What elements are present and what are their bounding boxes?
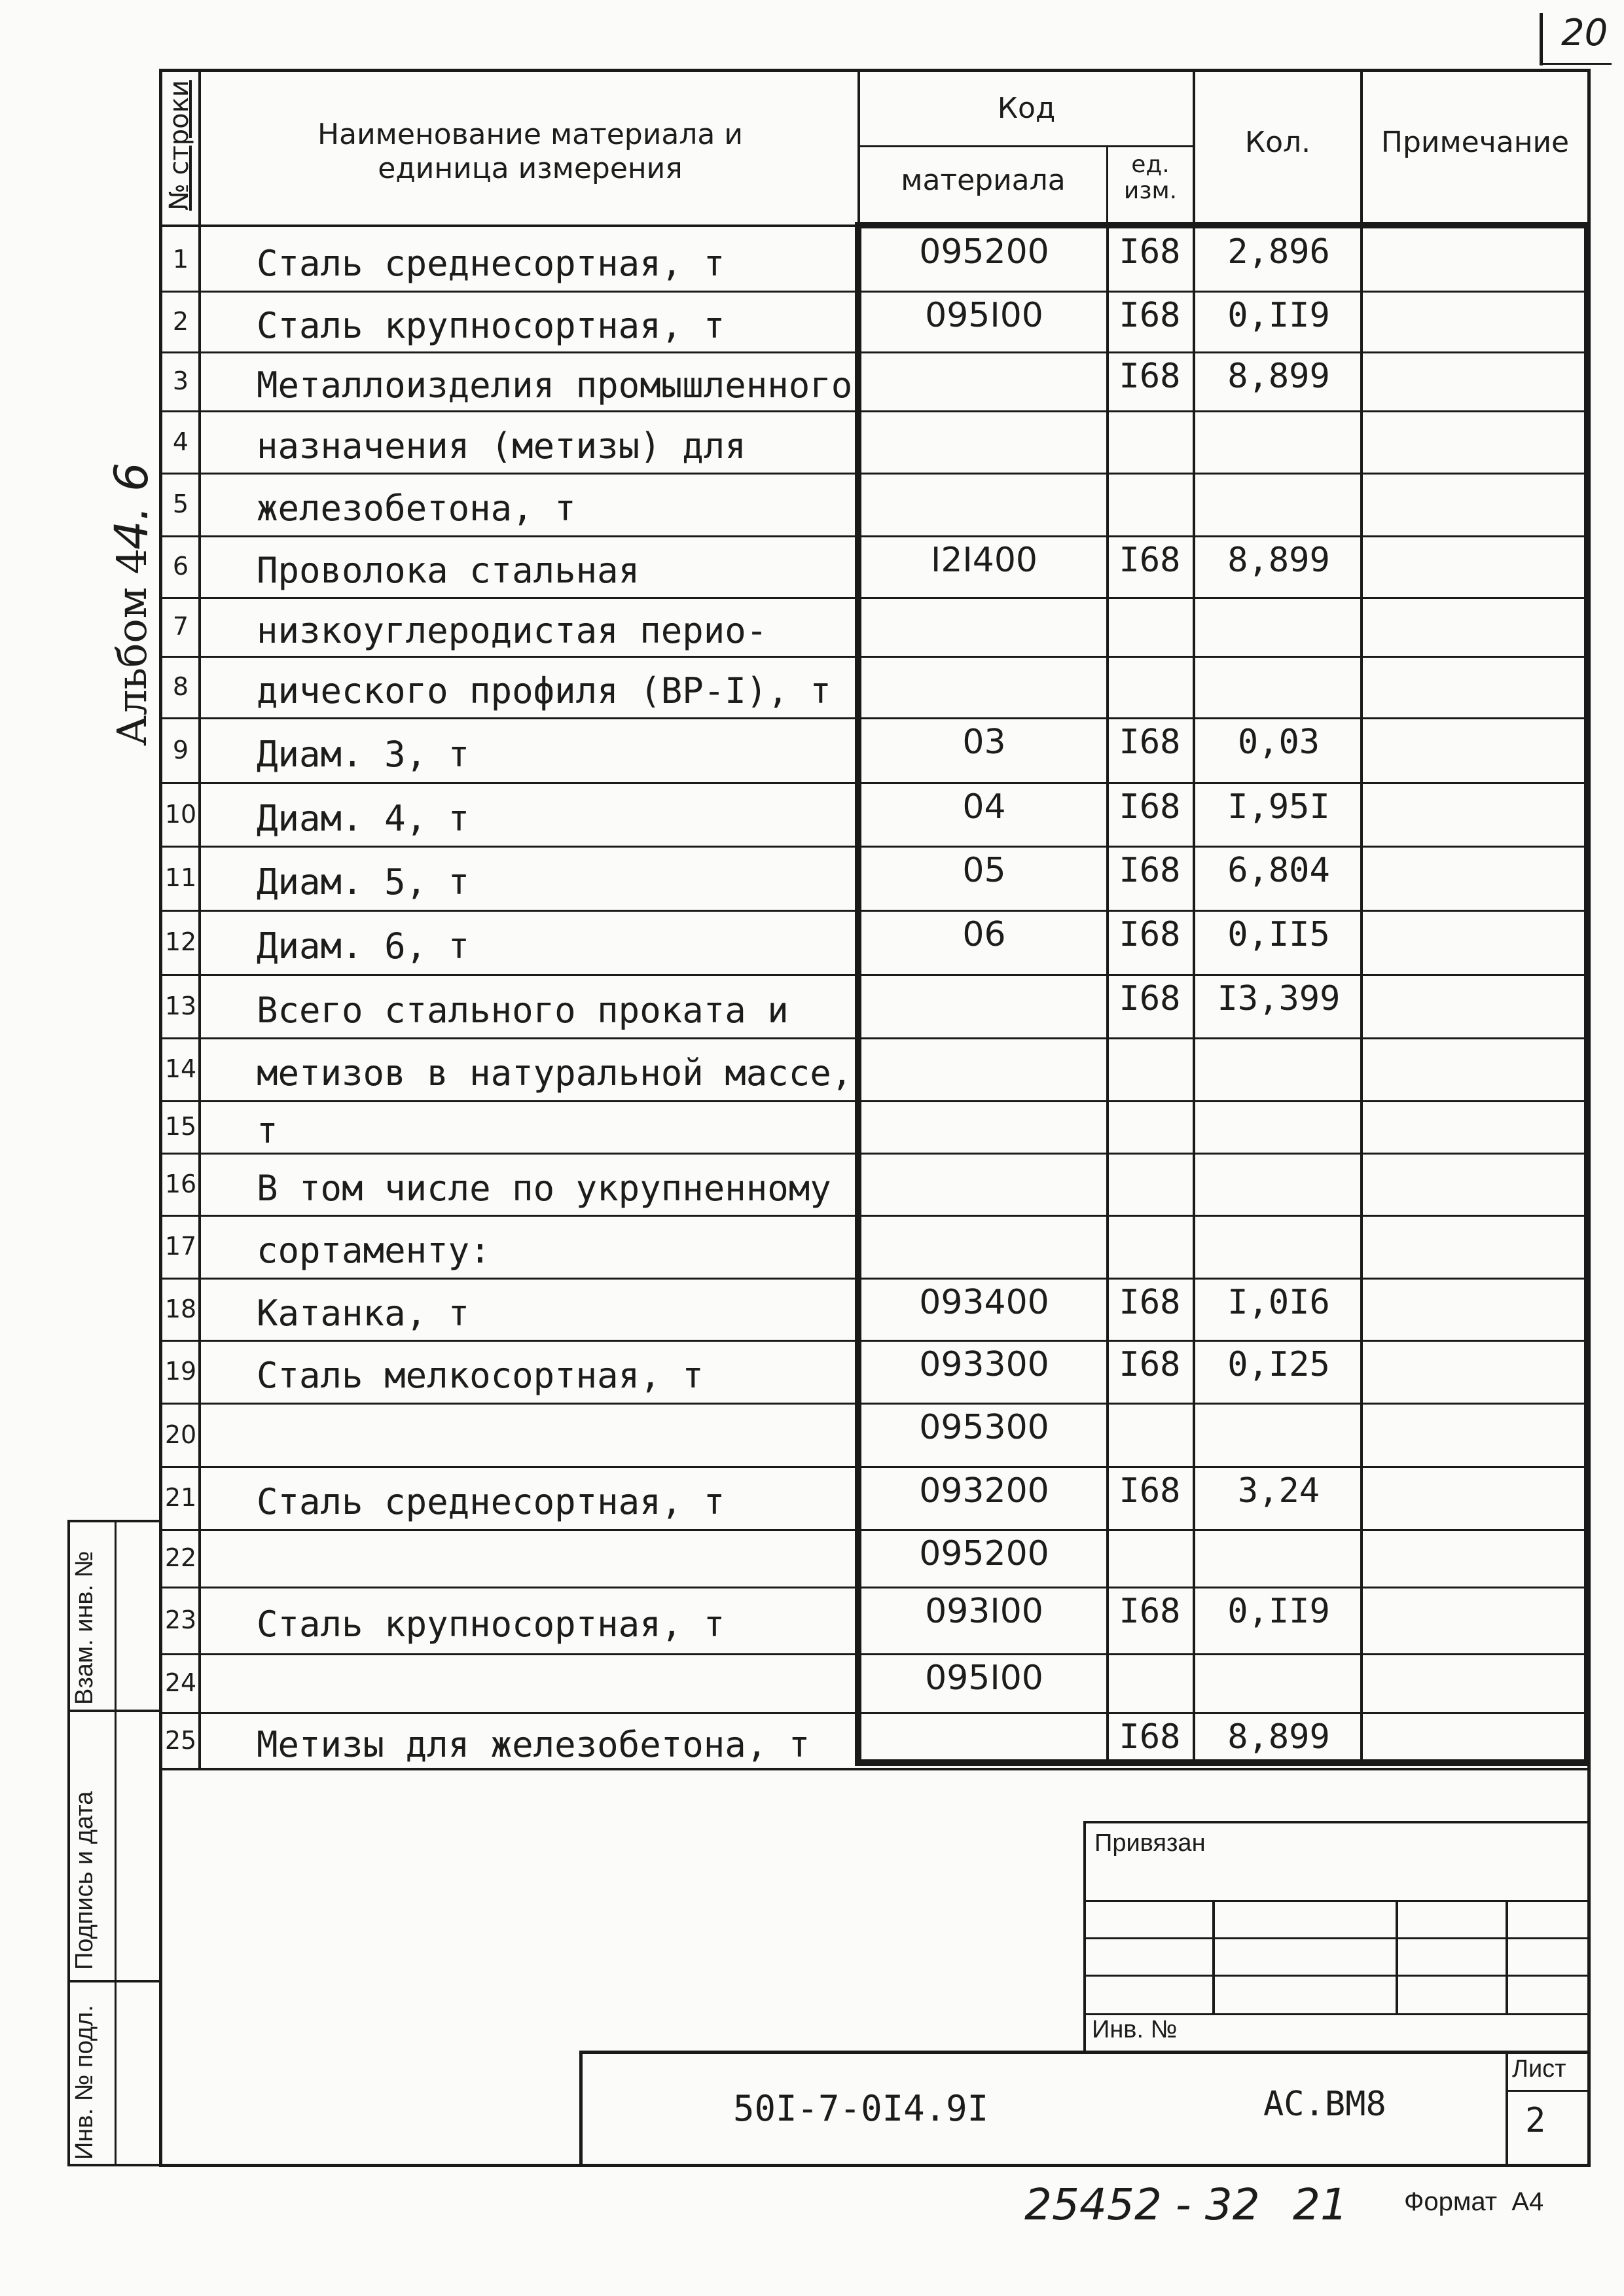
row-number: 2 (172, 306, 189, 336)
row-divider (857, 910, 1587, 912)
row-number: 11 (164, 863, 197, 892)
row-unit: I68 (1119, 296, 1181, 335)
row-divider (159, 473, 857, 475)
row-qty: 0,03 (1237, 723, 1320, 762)
row-divider (857, 291, 1587, 293)
row-name: Всего стального проката и (257, 989, 789, 1031)
row-qty: I,0I6 (1227, 1283, 1330, 1322)
row-number: 1 (172, 244, 189, 274)
row-divider (159, 1768, 1591, 1770)
row-divider (159, 782, 857, 784)
row-qty: I,95I (1227, 787, 1330, 827)
row-unit: I68 (1119, 1283, 1181, 1322)
row-name: Метизы для железобетона, т (257, 1723, 810, 1765)
row-name: дического профиля (ВР-I), т (257, 670, 831, 711)
row-number: 12 (164, 927, 197, 956)
row-divider (857, 410, 1587, 412)
format-label: Формат А4 (1404, 2187, 1544, 2216)
row-divider (159, 656, 857, 658)
row-divider (857, 974, 1587, 976)
row-divider (857, 1215, 1587, 1217)
header-code-unit: ед. изм. (1123, 151, 1178, 204)
row-number: 10 (164, 799, 197, 829)
row-divider (159, 410, 857, 412)
row-name: Металлоизделия промышленного (257, 365, 853, 406)
row-divider (857, 597, 1587, 599)
row-qty: 2,896 (1227, 232, 1330, 272)
row-divider (159, 1037, 857, 1039)
row-number: 22 (164, 1543, 197, 1572)
row-code: 05 (962, 851, 1006, 890)
row-number: 17 (164, 1232, 197, 1261)
row-unit: I68 (1119, 357, 1181, 396)
row-divider (857, 1712, 1587, 1714)
row-divider (159, 974, 857, 976)
row-name: Проволока стальная (257, 550, 640, 591)
row-code: 095200 (919, 1534, 1049, 1573)
row-qty: 3,24 (1237, 1471, 1320, 1511)
row-name: сортаменту: (257, 1230, 491, 1271)
row-code: 03 (962, 723, 1006, 762)
row-divider (159, 717, 857, 719)
row-name: Диам. 3, т (257, 733, 470, 775)
row-divider (159, 1340, 857, 1342)
row-divider (159, 1466, 857, 1468)
row-code: 093I00 (925, 1592, 1043, 1631)
side-stamp-podpis: Подпись и дата (71, 1791, 98, 1970)
row-divider (857, 846, 1587, 848)
row-divider (159, 1653, 857, 1655)
row-qty: I3,399 (1217, 979, 1341, 1018)
row-divider (857, 1529, 1587, 1531)
row-code: 095I00 (925, 296, 1043, 335)
row-divider (159, 1278, 857, 1280)
row-qty: 0,II5 (1227, 915, 1330, 954)
row-code: 093200 (919, 1471, 1049, 1511)
row-name: метизов в натуральной массе, (257, 1052, 853, 1094)
row-number: 21 (164, 1483, 197, 1512)
row-code: 06 (962, 915, 1006, 954)
row-divider (159, 1529, 857, 1531)
row-divider (857, 351, 1587, 353)
row-divider (159, 351, 857, 353)
row-number: 8 (172, 672, 189, 701)
row-divider (159, 535, 857, 537)
row-unit: I68 (1119, 723, 1181, 762)
row-unit: I68 (1119, 915, 1181, 954)
row-number: 19 (164, 1357, 197, 1386)
row-divider (857, 1466, 1587, 1468)
row-divider (857, 1403, 1587, 1405)
row-qty: 6,804 (1227, 851, 1330, 890)
row-divider (857, 535, 1587, 537)
row-number: 13 (164, 991, 197, 1020)
row-unit: I68 (1119, 979, 1181, 1018)
row-divider (857, 782, 1587, 784)
row-name: Сталь крупносортная, т (257, 1604, 725, 1645)
row-qty: 0,II9 (1227, 296, 1330, 335)
row-name: железобетона, т (257, 488, 576, 529)
row-qty: 8,899 (1227, 541, 1330, 580)
row-name: т (257, 1110, 278, 1151)
row-divider (159, 1215, 857, 1217)
row-divider (857, 1100, 1587, 1102)
row-code: 04 (962, 787, 1006, 827)
row-number: 3 (172, 367, 189, 395)
row-divider (159, 597, 857, 599)
row-number: 25 (164, 1725, 197, 1755)
row-name: В том числе по укрупненному (257, 1167, 831, 1209)
row-name: Диам. 4, т (257, 797, 470, 839)
row-number: 7 (172, 612, 189, 641)
header-qty: Кол. (1244, 126, 1311, 159)
row-name: Диам. 5, т (257, 861, 470, 903)
sheet-corner-number: 20 (1561, 12, 1608, 54)
privyazan-inv-label: Инв. № (1092, 2016, 1178, 2043)
row-unit: I68 (1119, 1717, 1181, 1757)
doc-mark: АС.ВМ8 (1263, 2085, 1386, 2124)
row-unit: I68 (1119, 851, 1181, 890)
album-volume-handwritten: 4. 6 (105, 462, 158, 550)
row-unit: I68 (1119, 1345, 1181, 1384)
row-code: I2I400 (930, 541, 1038, 580)
row-divider (857, 1037, 1587, 1039)
row-unit: I68 (1119, 541, 1181, 580)
row-divider (857, 1340, 1587, 1342)
row-number: 16 (164, 1169, 197, 1198)
row-number: 14 (164, 1054, 197, 1083)
order-number: 25452 - 32 (1024, 2179, 1260, 2230)
row-name: Сталь среднесортная, т (257, 1481, 725, 1522)
row-name: назначения (метизы) для (257, 425, 746, 467)
row-number: 6 (172, 552, 189, 581)
header-row-no: № строки (164, 80, 194, 211)
header-note: Примечание (1380, 126, 1570, 159)
header-code-material: материала (901, 164, 1066, 197)
sheet-label: Лист (1512, 2055, 1566, 2083)
row-name: низкоуглеродистая перио- (257, 610, 768, 651)
row-number: 4 (172, 427, 189, 456)
row-divider (857, 1153, 1587, 1155)
header-code: Код (997, 92, 1056, 125)
row-divider (857, 473, 1587, 475)
row-number: 18 (164, 1294, 197, 1323)
row-divider (159, 291, 857, 293)
row-code: 095I00 (925, 1659, 1043, 1698)
row-qty: 8,899 (1227, 357, 1330, 396)
row-divider (159, 1587, 857, 1588)
sheet-number: 2 (1525, 2101, 1546, 2140)
row-number: 23 (164, 1605, 197, 1634)
row-qty: 0,II9 (1227, 1592, 1330, 1631)
row-code: 095300 (919, 1408, 1049, 1447)
row-code: 093300 (919, 1345, 1049, 1384)
row-divider (857, 1653, 1587, 1655)
header-name: Наименование материала и единица измерения (317, 118, 743, 185)
row-unit: I68 (1119, 1592, 1181, 1631)
row-number: 24 (164, 1668, 197, 1697)
row-qty: 0,I25 (1227, 1345, 1330, 1384)
album-label: Альбом 4 (108, 548, 156, 746)
side-stamp-vzam: Взам. инв. № (71, 1551, 98, 1705)
row-divider (159, 1403, 857, 1405)
row-name: Катанка, т (257, 1292, 470, 1334)
row-divider (159, 910, 857, 912)
row-divider (857, 1278, 1587, 1280)
doc-code: 50I-7-0I4.9I (733, 2088, 989, 2129)
row-name: Сталь мелкосортная, т (257, 1355, 704, 1396)
row-code: 095200 (919, 232, 1049, 272)
row-divider (159, 1153, 857, 1155)
row-name: Сталь среднесортная, т (257, 242, 725, 284)
row-divider (857, 1587, 1587, 1588)
row-divider (159, 846, 857, 848)
row-qty: 8,899 (1227, 1717, 1330, 1757)
row-number: 20 (164, 1420, 197, 1449)
row-unit: I68 (1119, 1471, 1181, 1511)
row-code: 093400 (919, 1283, 1049, 1322)
row-name: Диам. 6, т (257, 925, 470, 967)
row-divider (857, 717, 1587, 719)
row-unit: I68 (1119, 232, 1181, 272)
privyazan-label: Привязан (1094, 1829, 1206, 1857)
copy-number: 21 (1293, 2179, 1348, 2230)
row-number: 15 (164, 1112, 197, 1141)
row-divider (159, 1100, 857, 1102)
row-divider (159, 1712, 857, 1714)
row-number: 9 (172, 735, 189, 764)
side-stamp-inv-podl: Инв. № подл. (71, 2005, 98, 2160)
row-divider (857, 656, 1587, 658)
row-number: 5 (172, 490, 189, 518)
row-name: Сталь крупносортная, т (257, 304, 725, 346)
row-unit: I68 (1119, 787, 1181, 827)
